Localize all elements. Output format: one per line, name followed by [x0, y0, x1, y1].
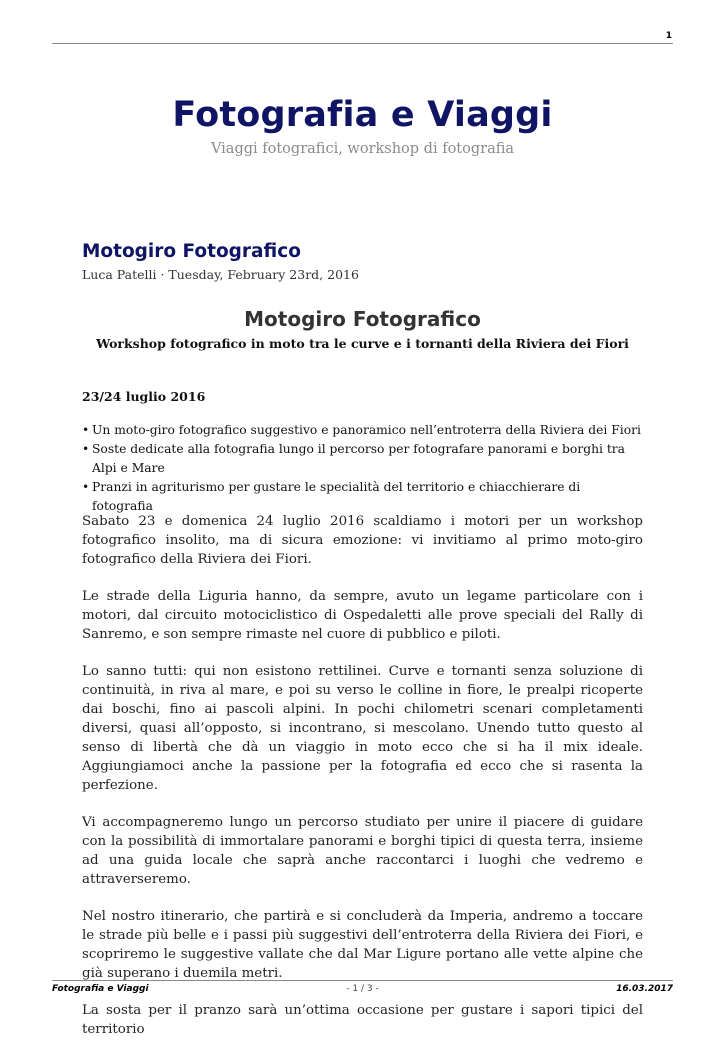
article-body: [82, 512, 643, 1057]
paragraph: Vi accompagneremo lungo un percorso studiato per unire il piacere di guidare con la possibilità di immortalare panorami e borghi tipici di questa terra, insieme ad una guida locale che saprà anche raccontarci i luoghi che vedremo e attraverseremo.: [82, 815, 643, 887]
footer-divider: [52, 980, 673, 981]
paragraph: Le strade della Liguria hanno, da sempre, avuto un legame particolare con i motori, dal circuito motociclistico di Ospedaletti alle prove speciali del Rally di Sanremo, e son sempre rimaste nel cuore di pubblico e piloti.: [82, 589, 643, 642]
list-item-text: Soste dedicate alla fotografia lungo il percorso per fotografare panorami e borghi tra Alpi e Mare: [92, 442, 625, 475]
footer-date: 16.03.2017: [616, 984, 673, 994]
list-item-text: Un moto-giro fotografico suggestivo e panoramico nell’entroterra della Riviera dei Fiori: [92, 423, 641, 437]
post-title: Motogiro Fotografico: [82, 241, 301, 262]
highlights-list: [82, 421, 642, 516]
list-item: [82, 440, 642, 478]
header-divider: [52, 43, 673, 44]
list-item: [82, 421, 642, 440]
article-subheading: Workshop fotografico in moto tra le curve e i tornanti della Riviera dei Fiori: [96, 336, 629, 351]
footer-site-name: Fotografia e Viaggi: [52, 984, 149, 994]
list-item-text: Pranzi in agriturismo per gustare le specialità del territorio e chiacchierare di fotografia: [92, 480, 581, 513]
bullet-icon: •: [82, 480, 90, 494]
page-number: 1: [665, 31, 672, 41]
site-tagline: Viaggi fotografici, workshop di fotografia: [210, 141, 515, 157]
paragraph: Lo sanno tutti: qui non esistono rettilinei. Curve e tornanti senza soluzione di continuità, in riva al mare, e poi su verso le colline in fiore, le prealpi ricoperte dai boschi, fino ai pascoli alpini. In pochi chilometri scenari completamenti diversi, quasi all’opposto, si incontrano, si mescolano. Unendo tutto questo al senso di libertà che dà un viaggio in moto ecco che si ha il mix ideale. Aggiungiamoci anche la passione per la fotografia ed ecco che si rasenta la perfezione.: [82, 664, 643, 793]
paragraph: La sosta per il pranzo sarà un’ottima occasione per gustare i sapori tipici del territorio: [82, 1003, 643, 1037]
page-footer: [52, 984, 673, 998]
footer-page-count: - 1 / 3 -: [346, 984, 379, 994]
bullet-icon: •: [82, 442, 90, 456]
paragraph: Nel nostro itinerario, che partirà e si concluderà da Imperia, andremo a toccare le strade più belle e i passi più suggestivi dell’entroterra della Riviera dei Fiori, e scopriremo le suggestive vallate che dal Mar Ligure portano alle vette alpine che già superano i duemila metri.: [82, 909, 643, 981]
site-title: Fotografia e Viaggi: [172, 95, 553, 135]
article-heading: Motogiro Fotografico: [244, 307, 481, 331]
list-item: [82, 478, 642, 516]
paragraph: Sabato 23 e domenica 24 luglio 2016 scaldiamo i motori per un workshop fotografico insolito, ma di sicura emozione: vi invitiamo al primo moto-giro fotografico della Riviera dei Fiori.: [82, 514, 643, 567]
event-date: 23/24 luglio 2016: [82, 389, 206, 404]
post-meta: Luca Patelli · Tuesday, February 23rd, 2016: [82, 267, 359, 282]
bullet-icon: •: [82, 423, 90, 437]
